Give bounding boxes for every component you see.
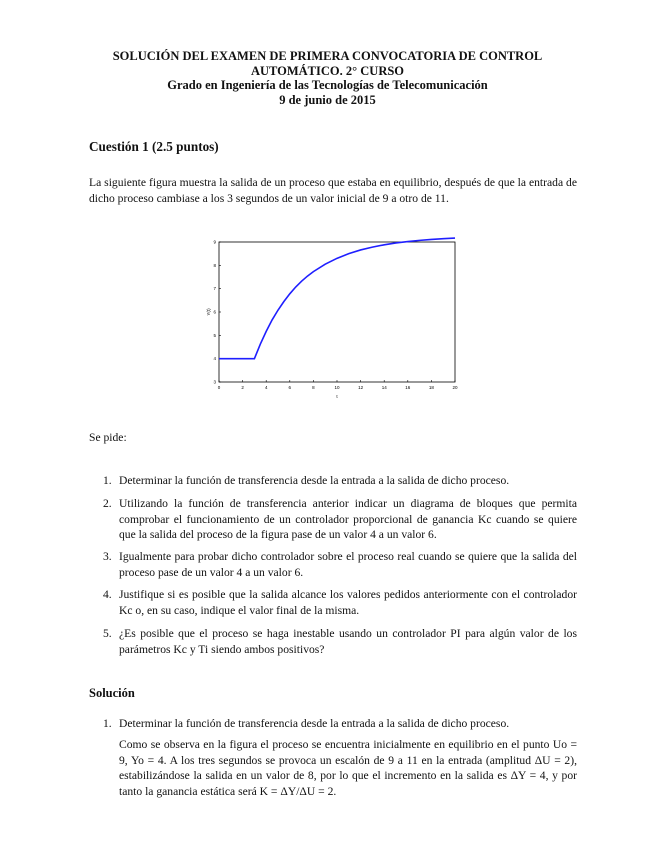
item-text: Utilizando la función de transferencia anterior indicar un diagrama de bloques que permita comprobar el funcionamiento de un controlador proporcional de ganancia Kc cuando se quiere que la salida del proceso de la figura pase de un valor 4 a un valor 6. (119, 497, 577, 541)
y-axis-label: Y(t) (206, 308, 211, 316)
exam-date: 9 de junio de 2015 (279, 92, 376, 107)
item-text: Determinar la función de transferencia desde la entrada a la salida de dicho proceso. (119, 717, 510, 730)
y-tick-label: 6 (213, 309, 216, 315)
y-tick-label: 3 (213, 379, 216, 385)
plot-frame (219, 242, 455, 382)
list-item (103, 587, 577, 618)
solution-paragraph: Como se observa en la figura el proceso se encuentra inicialmente en equilibrio en el punto Uo = 9, Yo = 4. A los tres segundos se provoca un escalón de 9 a 11 en la entrada (amplitud ΔU = 2), estabilizándose la salida en un valor de 8, por lo que el incremento en la salida es ΔY = 4, y por tanto la ganancia estática será K = ΔY/ΔU = 2. (119, 738, 577, 798)
x-ticks (218, 380, 458, 390)
question-heading: Cuestión 1 (2.5 puntos) (89, 139, 219, 154)
title-line-2: AUTOMÁTICO. 2° CURSO (250, 63, 405, 78)
x-tick-label: 10 (334, 385, 340, 390)
item-text: Justifique si es posible que la salida alcance los valores pedidos anteriormente con el controlador Kc o, en su caso, indique el valor final de la misma. (119, 588, 577, 617)
y-tick-label: 4 (213, 356, 216, 362)
y-ticks (213, 240, 221, 385)
x-tick-label: 8 (312, 385, 315, 390)
item-text: Determinar la función de transferencia desde la entrada a la salida de dicho proceso. (119, 474, 510, 487)
x-axis-label: t (336, 394, 338, 399)
item-text: Igualmente para probar dicho controlador sobre el proceso real cuando se quiere que la salida del proceso pase de un valor 4 a un valor 6. (119, 550, 577, 579)
title-line-1: SOLUCIÓN DEL EXAMEN DE PRIMERA CONVOCATORIA DE CONTROL (112, 49, 543, 63)
x-tick-label: 18 (428, 385, 434, 390)
item-number: 2. (103, 497, 112, 510)
x-tick-label: 20 (452, 385, 458, 390)
question-intro: La siguiente figura muestra la salida de un proceso que estaba en equilibrio, después de que la entrada de dicho proceso cambiase a los 3 segundos de un valor inicial de 9 a otro de 11. (89, 176, 577, 205)
item-text: ¿Es posible que el proceso se haga inestable usando un controlador PI para algún valor de los parámetros Kc y Ti siendo ambos positivos? (119, 627, 577, 656)
item-number: 3. (103, 550, 112, 563)
x-tick-label: 14 (381, 385, 387, 390)
title-line-3: Grado en Ingeniería de las Tecnologías de Telecomunicación (167, 78, 488, 92)
y-tick-label: 9 (213, 239, 216, 245)
x-tick-label: 12 (358, 385, 364, 390)
item-number: 1. (103, 474, 112, 487)
x-tick-label: 6 (288, 385, 292, 390)
output-curve (219, 238, 455, 359)
item-number: 4. (103, 588, 112, 601)
document-title (60, 49, 595, 107)
y-tick-label: 7 (213, 286, 216, 292)
solution-heading: Solución (89, 686, 135, 700)
x-tick-label: 2 (241, 385, 244, 390)
x-tick-label: 16 (405, 385, 411, 390)
response-plot (196, 232, 472, 400)
item-number: 5. (103, 627, 112, 640)
y-tick-label: 5 (213, 332, 216, 338)
se-pide-label: Se pide: (89, 431, 127, 444)
solution-item (103, 716, 577, 732)
list-item (103, 496, 577, 543)
item-number: 1. (103, 717, 112, 730)
list-item (103, 549, 577, 580)
x-tick-label: 0 (217, 385, 221, 390)
y-tick-label: 8 (213, 262, 216, 268)
x-tick-label: 4 (264, 385, 268, 390)
list-item (103, 626, 577, 657)
list-item (103, 473, 577, 489)
